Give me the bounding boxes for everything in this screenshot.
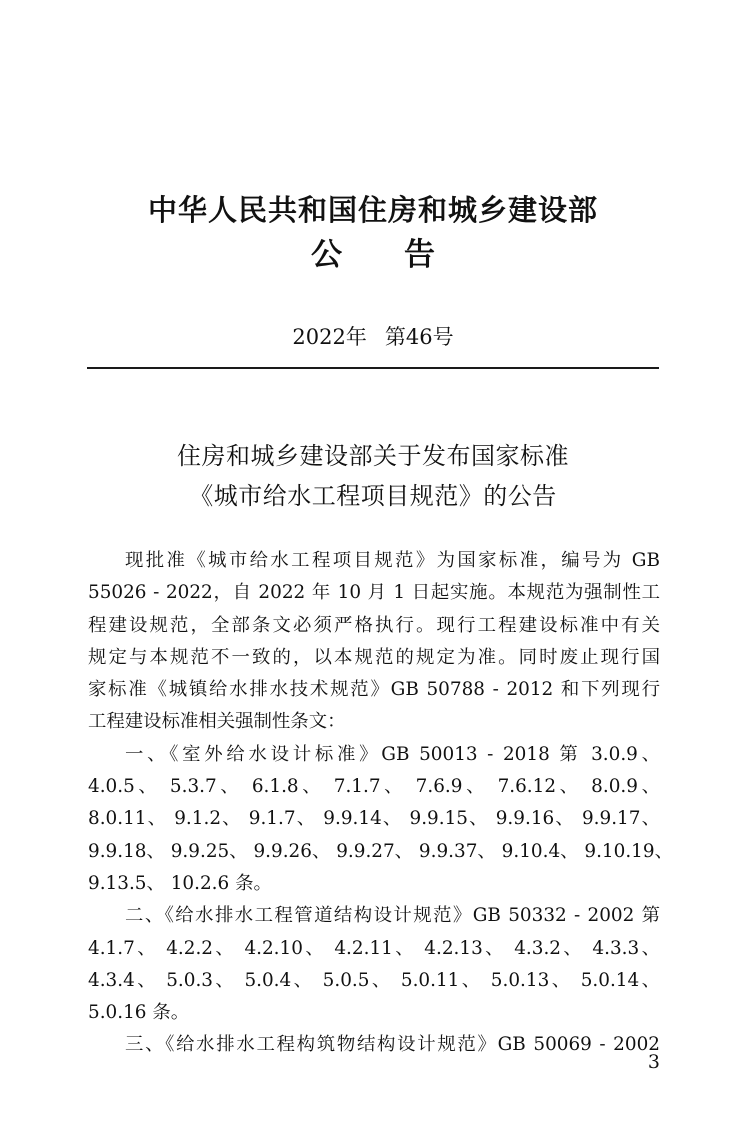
body-line: 程建设规范，全部条文必须严格执行。现行工程建设标准中有关 [88,614,660,636]
notice-title-line-1: 住房和城乡建设部关于发布国家标准 [177,442,569,470]
notice-title-line-2: 《城市给水工程项目规范》的公告 [189,482,557,510]
doc-type-char-2: 告 [404,237,435,273]
body-line: 工程建设标准相关强制性条文： [88,711,346,733]
body-line: 规定与本规范不一致的，以本规范的规定为准。同时废止现行国 [88,646,660,668]
body-line: 现批准《城市给水工程项目规范》为国家标准，编号为 GB [125,550,660,571]
document-type-heading [0,234,746,276]
body-line: 5.0.16 条。 [88,1002,190,1024]
document-year: 2022年 [292,325,367,349]
body-line: 三、《给水排水工程构筑物结构设计规范》GB 50069 - 2002 [125,1034,660,1056]
body-line: 4.0.5、 5.3.7、 6.1.8、 7.1.7、 7.6.9、 7.6.12、 8.0.9、 [88,776,660,798]
body-line: 4.1.7、 4.2.2、 4.2.10、 4.2.11、 4.2.13、 4.3.2、 4.3.3、 [88,937,660,959]
body-line: 55026 - 2022，自 2022 年 10 月 1 日起实施。本规范为强制性工 [88,582,660,604]
body-line: 4.3.4、 5.0.3、 5.0.4、 5.0.5、 5.0.11、 5.0.13、 5.0.14、 [88,969,660,991]
body-line: 二、《给水排水工程管道结构设计规范》GB 50332 - 2002 第 [125,905,660,927]
header-divider [87,367,659,369]
document-number [0,320,746,354]
notice-body [88,545,673,1062]
notice-title [0,436,746,516]
page-number: 3 [647,1051,660,1073]
body-line: 8.0.11、 9.1.2、 9.1.7、 9.9.14、 9.9.15、 9.9.16、 9.9.17、 [88,808,660,830]
issuer-title: 中华人民共和国住房和城乡建设部 [147,193,598,227]
body-line: 一、《室外给水设计标准》GB 50013 - 2018 第 3.0.9、 [125,743,660,765]
body-line: 9.9.18、 9.9.25、 9.9.26、 9.9.27、 9.9.37、 9.10.4、 9.10.19、 [88,840,673,862]
body-line: 家标准《城镇给水排水技术规范》GB 50788 - 2012 和下列现行 [88,679,660,701]
doc-type-char-1: 公 [311,237,342,273]
document-serial: 第46号 [384,325,454,349]
body-line: 9.13.5、 10.2.6 条。 [88,872,272,894]
